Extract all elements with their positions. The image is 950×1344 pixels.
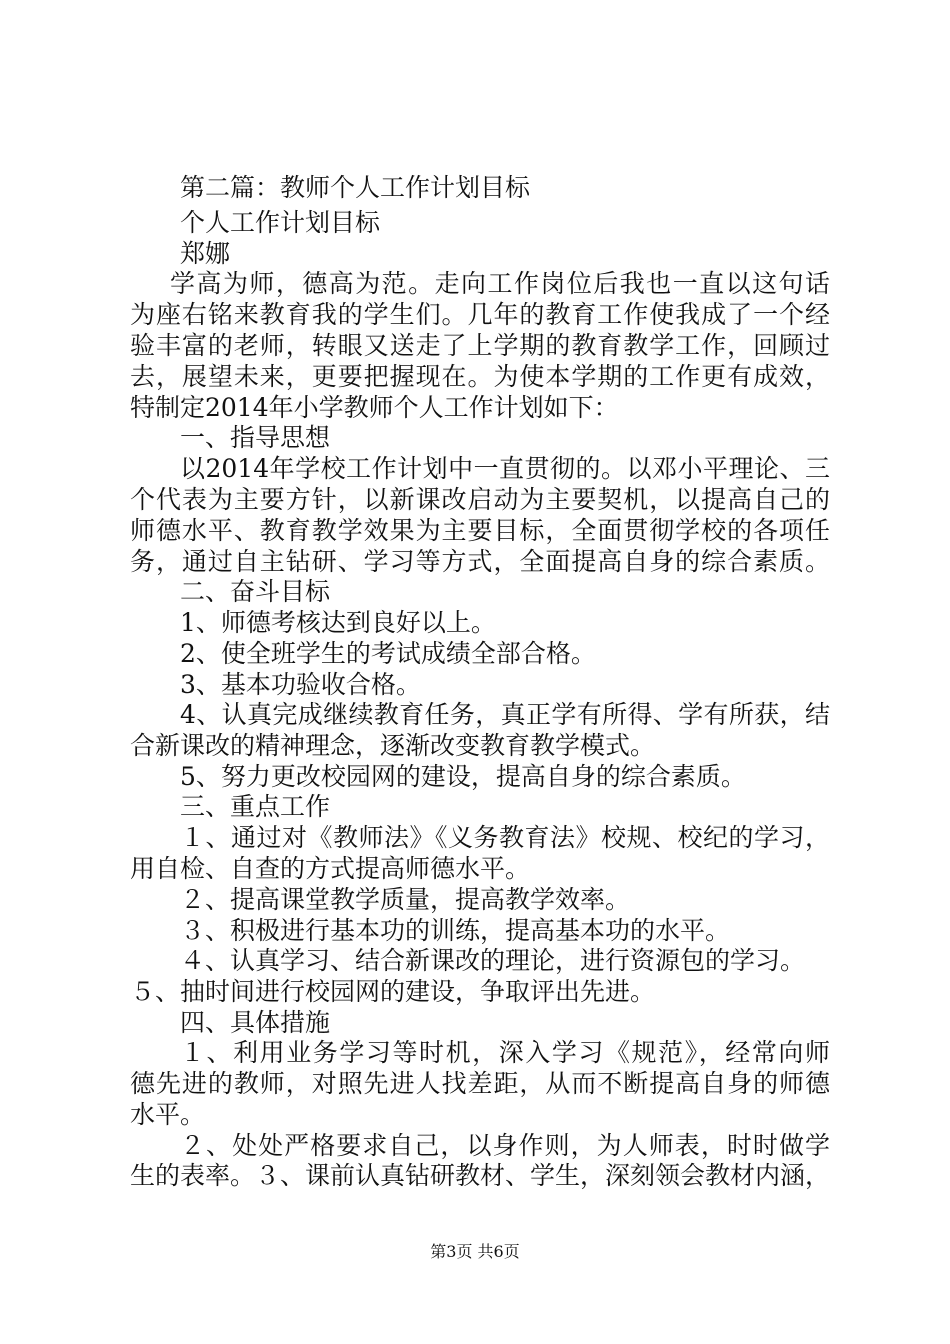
paragraph-line: 为座右铭来教育我的学生们。几年的教育工作使我成了一个经 [130,300,830,329]
section-heading-guiding-thought: 一、指导思想 [180,423,331,452]
author-name: 郑娜 [180,239,231,268]
paragraph-line: 学高为师，德高为范。走向工作岗位后我也一直以这句话 [170,269,830,298]
list-item-continuation: 水平。 [130,1100,206,1129]
section-heading: 第二篇：教师个人工作计划目标 [180,173,531,202]
document-title: 个人工作计划目标 [180,208,381,237]
paragraph-line: 验丰富的老师，转眼又送走了上学期的教育教学工作，回顾过 [130,331,830,360]
paragraph-line: 务，通过自主钻研、学习等方式，全面提高自身的综合素质。 [130,547,830,576]
list-item: 4、认真完成继续教育任务，真正学有所得、学有所获，结 [180,700,830,729]
list-item: ３、积极进行基本功的训练，提高基本功的水平。 [180,916,731,945]
page-number-footer: 第3页 共6页 [430,1242,520,1261]
list-item-continuation: 合新课改的精神理念，逐渐改变教育教学模式。 [130,731,656,760]
list-item: 5、努力更改校园网的建设，提高自身的综合素质。 [180,762,746,791]
paragraph-line: 特制定2014年小学教师个人工作计划如下： [130,393,619,422]
list-item-continuation: 生的表率。３、课前认真钻研教材、学生，深刻领会教材内涵， [130,1161,830,1190]
list-item: １、通过对《教师法》《义务教育法》校规、校纪的学习， [180,823,830,852]
list-item: 2、使全班学生的考试成绩全部合格。 [180,639,596,668]
list-item-continuation: 德先进的教师，对照先进人找差距，从而不断提高自身的师德 [130,1069,830,1098]
list-item: ４、认真学习、结合新课改的理论，进行资源包的学习。 [180,946,806,975]
list-item: 1、师德考核达到良好以上。 [180,608,496,637]
paragraph-line: 以2014年学校工作计划中一直贯彻的。以邓小平理论、三 [180,454,830,483]
list-item: ２、处处严格要求自己，以身作则，为人师表，时时做学 [180,1131,830,1160]
section-heading-key-work: 三、重点工作 [180,792,331,821]
list-item: ２、提高课堂教学质量，提高教学效率。 [180,885,631,914]
paragraph-line: 师德水平、教育教学效果为主要目标，全面贯彻学校的各项任 [130,516,830,545]
paragraph-line: 去，展望未来，更要把握现在。为使本学期的工作更有成效， [130,362,830,391]
section-heading-goals: 二、奋斗目标 [180,577,331,606]
list-item: 3、基本功验收合格。 [180,670,421,699]
paragraph-line: 个代表为主要方针，以新课改启动为主要契机，以提高自己的 [130,485,830,514]
list-item: １、利用业务学习等时机，深入学习《规范》，经常向师 [180,1038,830,1067]
section-heading-measures: 四、具体措施 [180,1008,331,1037]
list-item-continuation: 用自检、自查的方式提高师德水平。 [130,854,531,883]
list-item: ５、抽时间进行校园网的建设，争取评出先进。 [130,977,656,1006]
